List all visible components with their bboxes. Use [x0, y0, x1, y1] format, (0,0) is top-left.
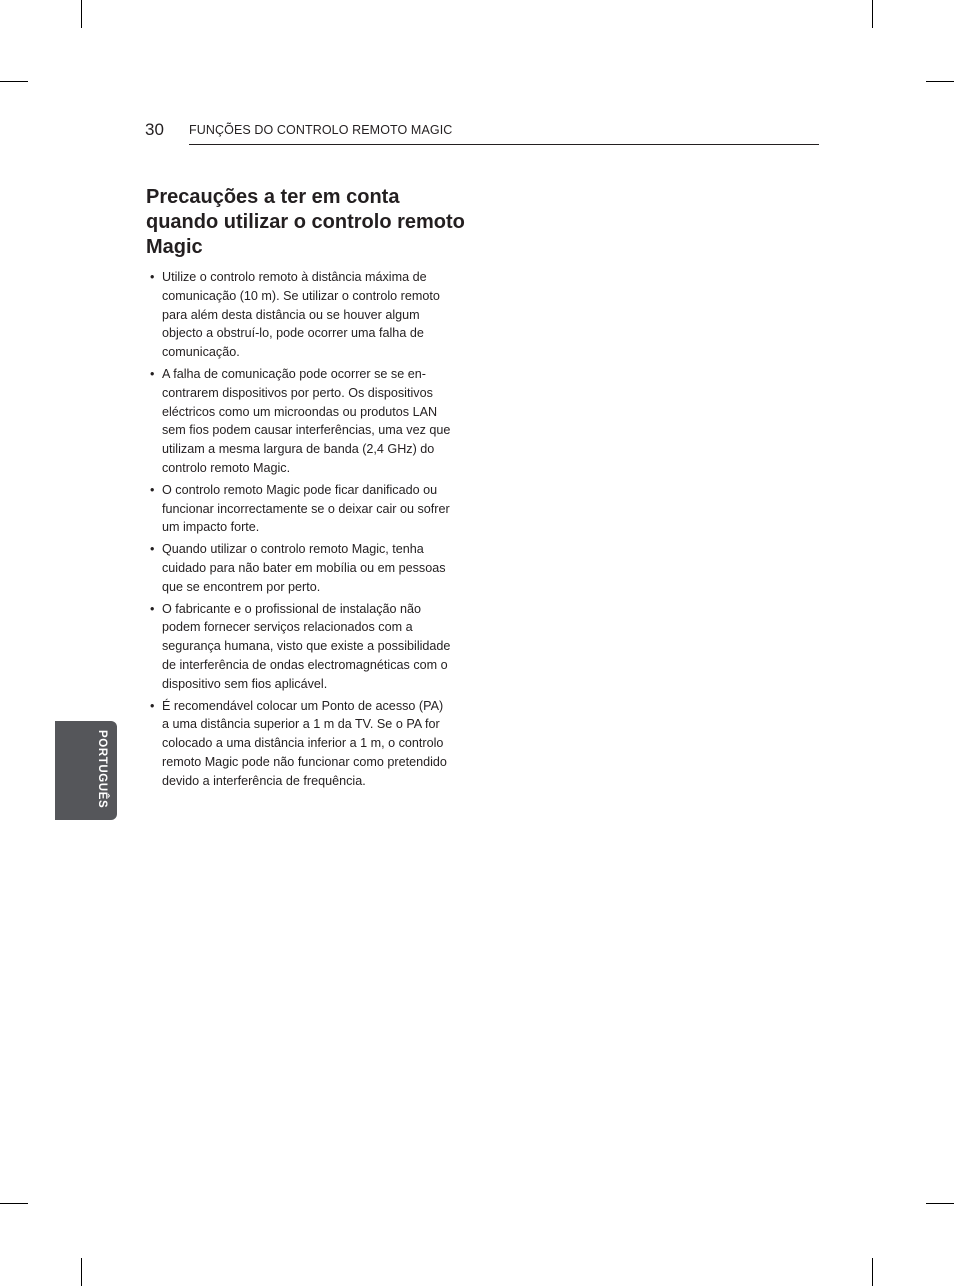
- bullet-icon: •: [150, 270, 155, 284]
- precautions-list: [150, 268, 470, 794]
- crop-mark-bottom-right-horizontal: [926, 1203, 954, 1204]
- bullet-icon: •: [150, 601, 155, 616]
- bullet-icon: •: [150, 698, 155, 713]
- crop-mark-top-left-vertical: [81, 0, 82, 28]
- running-header: FUNÇÕES DO CONTROLO REMOTO MAGIC: [189, 123, 453, 137]
- crop-mark-top-right-horizontal: [926, 81, 954, 82]
- list-item-text: O fabricante e o profissional de instalação não podem fornecer serviços relacionados com a segurança humana, visto que existe a possibilidade de interferência de ondas electromagnéticas com o dispositivo sem fios aplicável.: [162, 601, 451, 691]
- bullet-icon: •: [150, 482, 155, 497]
- crop-mark-bottom-left-horizontal: [0, 1203, 28, 1204]
- list-item-text: Quando utilizar o controlo remoto Magic, tenha cuidado para não bater em mobília ou em pessoas que se encontrem por perto.: [162, 542, 446, 594]
- list-item-text: Utilize o controlo remoto à distância máxima de comunicação (10 m). Se utilizar o controlo remoto para além desta distância ou se houver algum objecto a obstruí-lo, pode ocorrer uma falha de comunicação.: [162, 270, 440, 360]
- header-rule: [189, 144, 819, 145]
- bullet-icon: •: [150, 366, 155, 381]
- list-item-text: A falha de comunicação pode ocorrer se se en- contrarem dispositivos por perto. Os dispositivos eléctricos como um microondas ou produtos LAN sem fios podem causar interferências, uma vez que utilizam a mesma largura de banda (2,4 GHz) do controlo remoto Magic.: [162, 366, 451, 475]
- crop-mark-bottom-left-vertical: [81, 1258, 82, 1286]
- list-item-text: O controlo remoto Magic pode ficar danificado ou funcionar incorrectamente se o deixar cair ou sofrer um impacto forte.: [162, 482, 450, 535]
- crop-mark-top-right-vertical: [872, 0, 873, 28]
- list-item: [150, 697, 470, 791]
- list-item: [150, 481, 470, 537]
- list-item: [150, 365, 470, 478]
- list-item: [150, 268, 470, 362]
- bullet-icon: •: [150, 542, 155, 557]
- crop-mark-bottom-right-vertical: [872, 1258, 873, 1286]
- crop-mark-top-left-horizontal: [0, 81, 28, 82]
- language-tab-label: PORTUGUÊS: [96, 730, 108, 809]
- list-item: [150, 600, 470, 694]
- list-item-text: É recomendável colocar um Ponto de acesso (PA) a uma distância superior a 1 m da TV. Se o PA for colocado a uma distância inferior a 1 m, o controlo remoto Magic pode não funcionar como pretendido devido a interferência de frequência.: [162, 698, 447, 788]
- section-title: Precauções a ter em conta quando utilizar o controlo remoto Magic: [146, 186, 465, 258]
- page-number: 30: [145, 120, 164, 139]
- list-item: [150, 540, 470, 596]
